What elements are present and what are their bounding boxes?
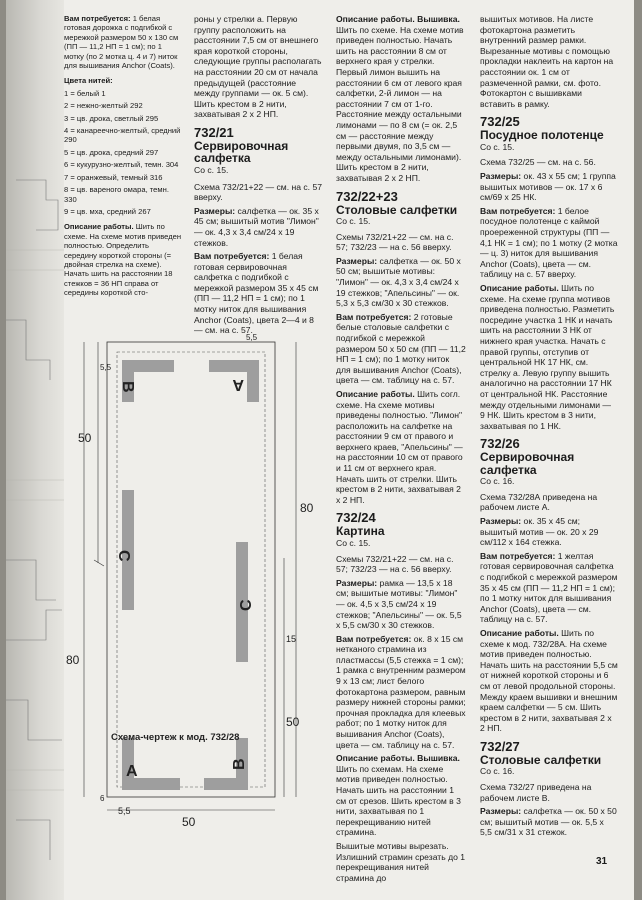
work-text: Шить по схеме. На схеме группа мотивов приведена полностью. Разметить посредине участка 1 НК и начать шить на расстоянии 3 НК от нижнего края участка. Начать с правой группы, отступив от центральной НК 17 НК, см. стрелку а. Левую группу вышить аналогично на расстоянии 17 НК от центральной НК. Расстояние между отдельными лимонами — 9 НК. Шить крестом в 3 нити, захватывая по 1 НК. [480,282,615,431]
section-732-25-title: Посудное полотенце [480,128,604,143]
work-para [336,14,466,184]
threads-heading [64,76,182,85]
materials-label: Вам потребуется: [336,633,412,644]
section-732-21-title: Сервировочная салфетка [194,138,289,166]
sizes-label: Размеры: [480,171,522,182]
materials-text: 2 готовые белые столовые салфетки с подгибкой с мережкой размером 50 х 50 см (ПП — 11,2 НП = 1 см); по 1 мотку ниток для вышивания Anchor (Coats), цвета — см. таблицу на с. 57. [336,311,466,386]
section-732-26-sizes [480,516,618,548]
column-4 [480,14,618,841]
dim-right-80: 80 [300,501,314,515]
section-732-22-title: Столовые салфетки [336,202,458,217]
label-b-bottom: B [231,758,248,770]
sizes-text: салфетка — ок. 50 х 50 см; вышитые мотивы: "Лимон" — ок. 4,3 х 3,4 см/24 х 19 стежков; "Апельсины" — ок. 5,3 х 5,3 см/30 х 30 стежков. [336,255,461,309]
section-732-27-level: Со с. 16. [480,766,515,777]
section-732-25-level: Со с. 15. [480,141,515,152]
sizes-label: Размеры: [480,516,522,527]
section-732-25-scheme: Схема 732/25 — см. на с. 56. [480,157,596,168]
work-label: Описание работы. [480,628,559,638]
section-732-21-scheme: Схема 732/21+22 — см. на с. 57 вверху. [194,181,323,203]
work-text: Шить по схемам. На схеме мотив приведен полностью. Начать шить на расстоянии 1 см от срезов. Шить крестом в 3 нити, захватывая по 1 перекрещиванию нитей страмина. [336,763,461,838]
section-732-26-work [480,628,618,734]
left-page-pattern-fragment [6,0,64,900]
work-label: Описание работы. [336,388,415,399]
section-732-22-scheme: Схемы 732/21+22 — см. на с. 57; 732/23 — на с. 56 вверху. [336,231,454,253]
label-c-left: C [115,550,132,562]
section-732-24-title: Картина [336,524,385,539]
motif-a-top-horizontal [209,360,259,372]
section-732-24-level: Со с. 15. [336,537,371,548]
sizes-text: рамка — 13,5 х 18 см; вышитые мотивы: "Лимон" — ок. 4,5 х 3,5 см/24 х 19 стежков; "Апельсины" — ок. 5,5 х 5,5 см/30 х 30 стежков. [336,577,462,631]
work-label: Описание работы. [64,222,134,232]
thread-6: 6 = кукурузно-желтый, темн. 304 [64,160,179,170]
continuation-text: роны у стрелки а. Первую группу расположить на расстоянии 7,5 см от внешнего края короткой стороны, следующие группы располагать на расстоянии 20 см от начала предыдущей (расстояние между группами — ок. 5 см). Шить крестом в 2 нити, захватывая 2 х 2 НП. [194,14,322,120]
scheme-diagram [64,330,332,840]
section-732-24-materials [336,634,466,751]
thread-3: 3 = цв. дрока, светлый 295 [64,113,159,123]
section-732-26-level: Со с. 16. [480,476,515,487]
continuation-text: вышитых мотивов. На листе фотокартона разметить внутренний размер рамки. Вырезанные мотивы с помощью прокладки наклеить на картон на расстоянии ок. 1 см от размеченной рамки, см. фото. Фотокартон с вышивками вставить в рамку. [480,14,614,109]
materials-text: 1 белая готовая сервировочная салфетка с подгибкой с мережкой размером 35 х 45 см (ПП — 11,2 НП = 1 см); по 1 мотку ниток для вышивания Anchor (Coats), цвета 2—4 и 8 — см. на с. 57. [194,251,319,336]
sizes-label: Размеры: [336,577,378,588]
work-label: Описание работы. [480,282,559,293]
section-732-26-title: Сервировочная салфетка [480,450,575,477]
page-number: 31 [596,856,608,867]
section-732-24-work-2: Вышитые мотивы вырезать. Излишний страмин срезать до 1 перекрещивания нитей страмина до [336,840,466,883]
section-732-25-work [480,283,618,431]
column-1 [64,14,182,301]
section-732-26-scheme: Схема 732/28А приведена на рабочем листе А. [480,491,598,513]
section-732-22-sizes [336,256,466,309]
section-732-27-title: Столовые салфетки [480,752,602,767]
section-732-26-materials [480,551,618,625]
label-c-right: C [238,599,255,611]
thread-9: 9 = цв. мха, средний 267 [64,206,151,216]
section-732-25-number: 732/25 [480,114,520,130]
section-732-25-materials [480,206,618,280]
thread-2: 2 = нежно-желтый 292 [64,101,143,111]
work-text: Шить по схеме к мод. 732/28А. На схеме мотив приведен полностью. Начать шить на расстоянии 5,5 см от нижней короткой стороны и 6 см от левой продольной стороны. Между краем вышивки и внешним краем салфетки — 5 см. Шить крестом в 2 нити, захватывая 2 х 2 НП. [480,628,618,734]
label-b-top: B [119,381,136,393]
section-732-27-number: 732/27 [480,738,520,754]
section-732-21-materials [194,251,324,336]
dim-left-50: 50 [78,431,92,445]
thread-8: 8 = цв. вареного омара, темн. 330 [64,185,169,204]
section-732-27-sizes [480,806,618,838]
sizes-label: Размеры: [480,806,522,817]
sizes-label: Размеры: [336,255,378,266]
book-page [6,0,634,900]
thread-7: 7 = оранжевый, темный 316 [64,172,163,182]
materials-para [64,14,182,70]
dim-bottom-55: 5,5 [118,806,131,816]
materials-text: 1 желтая готовая сервировочная салфетка с подгибкой с мережкой размером 35 х 45 см (ПП — 11,2 НП = 1 см); по 1 мотку ниток для вышивания Anchor (Coats), цвета — см. таблицу на с. 57. [480,550,618,625]
materials-label: Вам потребуется: [336,311,412,322]
materials-label: Вам потребуется: [194,251,270,262]
work-para [64,222,182,297]
thread-4: 4 = канареечно-желтый, средний 290 [64,126,181,145]
section-732-24-scheme: Схемы 732/21+22 — см. на с. 57; 732/23 — на с. 56 вверху. [336,553,454,575]
thread-5: 5 = цв. дрока, средний 297 [64,147,159,157]
sizes-label: Размеры: [194,205,236,216]
label-a-top: A [232,376,244,393]
materials-text: 1 белая готовая дорожка с подгибкой с мережкой размером 50 х 130 см (ПП — 11,2 НП = 1 см); по 1 мотку (по 2 мотка ц. 4 и 7) ниток для вышивания Anchor (Coats). [64,14,179,71]
section-732-25-sizes [480,171,618,203]
dim-tick-left [94,560,104,566]
materials-label: Вам потребуется: [480,205,556,216]
work-text: Шить согл. схеме. На схеме мотивы приведены полностью. "Лимон" расположить на салфетке на расстоянии 9 см от правого и верхнего краев, "Апельсины" — на расстоянии 10 см от правого и 11 см от верхнего края. Начать шить от стрелки. Шить крестом в 2 нити, захватывая 2 х 2 НП. [336,388,463,505]
section-732-21-number: 732/21 [194,124,234,140]
section-732-24-number: 732/24 [336,510,376,526]
section-732-24-work [336,753,466,838]
materials-label: Вам потребуется: [64,14,131,23]
label-a-bottom: A [126,763,138,780]
section-732-22-level: Со с. 15. [336,216,371,226]
motif-b-bottom-horizontal [204,778,248,790]
work-text: Шить по схеме. На схеме мотив приведен полностью. Определить середину короткой стороны (= двойная стрелка на схеме). Начать шить на расстоянии 18 стежков = 36 НП справа от середины короткой сто- [64,222,182,298]
sizes-text: ок. 35 х 45 см; вышитый мотив — ок. 20 х 29 см/112 х 164 стежка. [480,516,599,548]
dim-left-80: 80 [66,653,80,667]
section-732-22-materials [336,312,466,386]
dim-bottom-50: 50 [182,815,196,829]
work-label: Описание работы. Вышивка. [336,14,460,24]
column-3 [336,14,466,886]
page-spine-shadow [6,0,64,900]
thread-1: 1 = белый 1 [64,88,106,98]
dim-right-15: 15 [286,634,297,644]
diagram-caption: Схема-чертеж к мод. 732/28 [111,732,240,743]
dim-top-55: 5,5 [246,333,258,342]
work-text: Шить по схеме. На схеме мотив приведен полностью. Начать шить на расстоянии 8 см от верхнего края у стрелки. Первый лимон вышить на расстоянии 6 см от левого края салфетки, 2-й лимон — на расстоянии 7 см от 1-го. Расстояние между остальными лимонами — по 8 см (= ок. 2,5 см — расстояние между первыми двумя, по 3,5 см — между остальными лимонами). Шить крестом в 2 нити, захватывая 2 х 2 НП. [336,24,464,183]
sizes-text: ок. 43 х 55 см; 1 группа вышитых мотивов — ок. 17 х 6 см/69 х 25 НК. [480,171,616,203]
section-732-22-number: 732/22+23 [336,188,398,204]
materials-text: ок. 8 х 15 см неткaного стрaмина из пластмассы (5,5 стежка = 1 см); 1 рамка с внутренним размером 9 х 13 см; лист белого фотокартона размером, равным размеру нижней стороны рамки; прочная прокладка для клеевых работ; по 1 мотку ниток для вышивания Anchor (Coats), цвета — см. таблицу на с. 57. [336,633,466,750]
materials-text: 1 белое посудное полотенце с каймой проереженной структуры (ПП — 4,1 НК = 1 см); по 1 мотку (2 мотка — ц. 3) ниток для вышивания Anchor (Coats), цвета — см. таблицу на с. 57 вверху. [480,205,618,280]
section-732-24-sizes [336,578,466,631]
section-732-21-sizes [194,206,324,248]
section-732-26-number: 732/26 [480,436,520,452]
column-2 [194,14,324,339]
sizes-text: салфетка — ок. 35 х 45 см; вышитый мотив "Лимон" — ок. 4,3 х 3,4 см/24 х 19 стежков. [194,205,319,248]
work-label: Описание работы. Вышивка. [336,753,460,764]
section-732-21-level: Со с. 15. [194,164,229,175]
dim-left-55: 5,5 [100,363,112,372]
section-732-22-work [336,389,466,506]
dim-right-50: 50 [286,715,300,729]
dim-bottom-6: 6 [100,794,105,803]
threads-label: Цвета нитей: [64,76,113,86]
motif-b-top-horizontal [122,360,174,372]
materials-label: Вам потребуется: [480,550,556,561]
sizes-text: салфетка — ок. 50 х 50 см; вышитый мотив — ок. 5,5 х 5,5 см/31 х 31 стежок. [480,806,617,838]
section-732-27-scheme: Схема 732/27 приведена на рабочем листе В. [480,782,592,803]
